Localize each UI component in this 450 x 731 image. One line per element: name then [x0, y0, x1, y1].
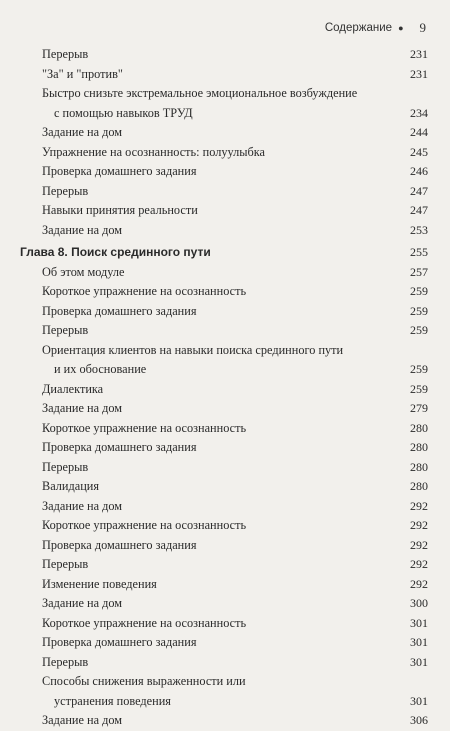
toc-entry-title: Задание на дом — [42, 125, 123, 139]
toc-entry-title: Проверка домашнего задания — [42, 440, 197, 454]
running-header-title: Содержание — [324, 22, 393, 34]
toc-entry-title-continued: устранения поведения — [54, 693, 171, 708]
toc-entry-page: 300 — [410, 596, 428, 610]
toc-entry-title: Короткое упражнение на осознанность — [42, 420, 247, 435]
toc-entry — [20, 65, 440, 85]
toc-entry — [20, 84, 440, 123]
toc-entry — [20, 458, 440, 478]
toc-entry-page: 280 — [410, 420, 428, 435]
toc-entry-title: Короткое упражнение на осознанность — [42, 615, 247, 630]
toc-entry-page: 231 — [410, 47, 428, 61]
toc-entry-page: 245 — [410, 144, 428, 159]
toc-entry — [20, 614, 440, 634]
toc-entry-page: 246 — [410, 164, 428, 178]
toc-entry — [20, 672, 440, 711]
toc-entry-page: 280 — [410, 479, 428, 493]
toc-entry-page: 253 — [410, 222, 428, 237]
toc-entry — [20, 341, 440, 380]
bullet-icon: ● — [398, 23, 404, 33]
toc-entry — [20, 633, 440, 653]
toc-chapter-heading — [20, 243, 440, 263]
toc-entry — [20, 594, 440, 614]
toc-entry-page: 301 — [410, 654, 428, 669]
toc-entry-title: Задание на дом — [42, 498, 123, 513]
toc-entry — [20, 321, 440, 341]
toc-entry — [20, 419, 440, 439]
toc-entry-page: 244 — [410, 125, 428, 139]
toc-entry — [20, 438, 440, 458]
table-of-contents — [20, 45, 440, 731]
toc-entry-title: Проверка домашнего задания — [42, 635, 197, 649]
toc-entry-page: 301 — [410, 693, 428, 708]
toc-entry-page: 301 — [410, 635, 428, 649]
toc-entry-title: Проверка домашнего задания — [42, 164, 197, 178]
toc-entry — [20, 302, 440, 322]
toc-entry — [20, 516, 440, 536]
toc-entry-title: Задание на дом — [42, 713, 123, 727]
toc-entry-page: 280 — [410, 440, 428, 454]
toc-entry — [20, 201, 440, 221]
toc-entry-page: 279 — [410, 401, 428, 415]
toc-entry — [20, 653, 440, 673]
toc-entry — [20, 711, 440, 731]
toc-entry-title: Глава 8. Поиск срединного пути — [20, 245, 211, 259]
toc-entry — [20, 263, 440, 283]
toc-entry — [20, 380, 440, 400]
toc-entry-title: Об этом модуле — [42, 264, 125, 279]
toc-entry-title: Задание на дом — [42, 222, 123, 237]
toc-entry-title: Перерыв — [42, 47, 89, 61]
toc-entry-page: 306 — [410, 713, 428, 727]
toc-entry — [20, 477, 440, 497]
toc-entry-page: 259 — [410, 303, 428, 318]
toc-entry-title: Перерыв — [42, 323, 89, 337]
toc-entry-page: 292 — [410, 518, 428, 532]
toc-entry-title-continued: и их обоснование — [54, 362, 147, 376]
toc-entry-page: 292 — [410, 498, 428, 513]
toc-entry — [20, 536, 440, 556]
toc-entry-title: Перерыв — [42, 654, 89, 669]
toc-entry-page: 259 — [410, 362, 428, 376]
toc-entry-title: Перерыв — [42, 459, 89, 474]
toc-entry-page: 292 — [410, 537, 428, 552]
toc-entry-title: "За" и "против" — [42, 66, 123, 81]
toc-entry-page: 259 — [410, 323, 428, 337]
toc-entry-title: Перерыв — [42, 557, 89, 571]
toc-entry — [20, 123, 440, 143]
running-header — [325, 20, 426, 36]
toc-entry-page: 259 — [410, 381, 428, 396]
toc-entry — [20, 143, 440, 163]
toc-entry-title: Короткое упражнение на осознанность — [42, 284, 247, 298]
toc-entry-title: Проверка домашнего задания — [42, 537, 197, 552]
toc-entry-page: 280 — [410, 459, 428, 474]
toc-entry-page: 247 — [410, 183, 428, 198]
toc-entry-page: 255 — [410, 245, 428, 259]
toc-entry-title: Способы снижения выраженности или — [42, 674, 246, 688]
toc-entry — [20, 221, 440, 241]
toc-entry-title: Быстро снизьте экстремальное эмоциональное возбуждение — [42, 86, 358, 100]
toc-entry — [20, 282, 440, 302]
toc-entry-page: 231 — [410, 66, 428, 81]
toc-entry-title: Валидация — [42, 479, 100, 493]
toc-entry — [20, 575, 440, 595]
toc-entry-page: 257 — [410, 264, 428, 279]
toc-entry-title: Диалектика — [42, 381, 104, 396]
toc-entry-title: Задание на дом — [42, 596, 123, 610]
toc-entry-page: 301 — [410, 615, 428, 630]
toc-entry-title: Упражнение на осознанность: полуулыбка — [42, 144, 266, 159]
toc-entry-page: 292 — [410, 557, 428, 571]
toc-entry — [20, 182, 440, 202]
toc-entry-page: 292 — [410, 576, 428, 591]
toc-entry-title: Перерыв — [42, 183, 89, 198]
toc-entry-title: Ориентация клиентов на навыки поиска срединного пути — [42, 342, 344, 357]
toc-entry-title-continued: с помощью навыков ТРУД — [54, 105, 193, 120]
toc-entry — [20, 555, 440, 575]
toc-entry-title: Навыки принятия реальности — [42, 203, 198, 217]
toc-entry — [20, 399, 440, 419]
toc-entry — [20, 45, 440, 65]
page-number: 9 — [419, 20, 426, 35]
toc-entry-title: Задание на дом — [42, 401, 123, 415]
toc-entry — [20, 497, 440, 517]
toc-entry — [20, 162, 440, 182]
toc-entry-title: Проверка домашнего задания — [42, 303, 197, 318]
toc-entry-page: 259 — [410, 284, 428, 298]
toc-entry-page: 234 — [410, 105, 428, 120]
toc-entry-title: Изменение поведения — [42, 576, 157, 591]
toc-entry-page: 247 — [410, 203, 428, 217]
toc-entry-title: Короткое упражнение на осознанность — [42, 518, 247, 532]
